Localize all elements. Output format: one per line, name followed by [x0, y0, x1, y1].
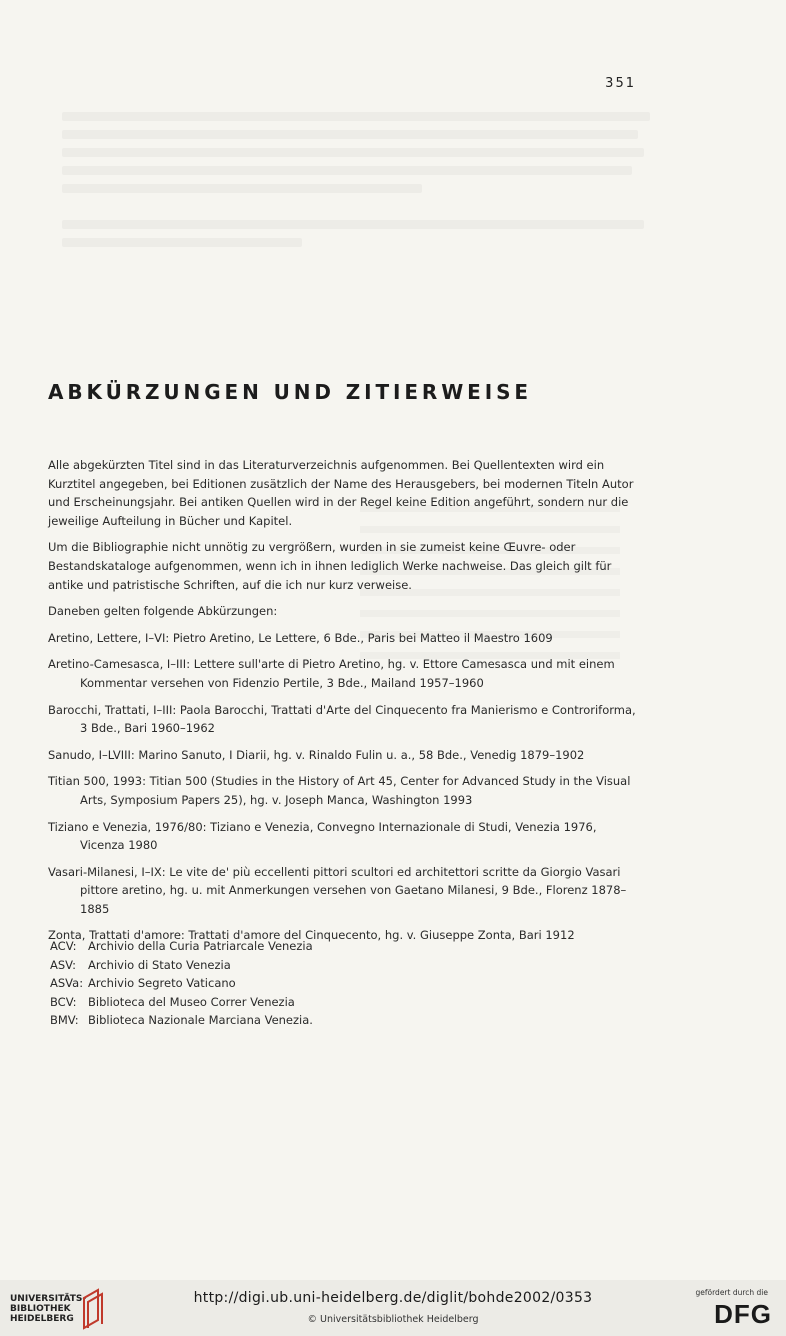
abbreviation-row — [50, 956, 313, 975]
abbreviation-key: ASV: — [50, 957, 76, 972]
page-title: ABKÜRZUNGEN UND ZITIERWEISE — [48, 380, 532, 404]
dfg-logo[interactable]: DFG — [714, 1299, 772, 1329]
reference-entry: Zonta, Trattati d'amore: Trattati d'amore del Cinquecento, hg. v. Giuseppe Zonta, Bari 1912 — [48, 928, 575, 943]
copyright-text: © Universitätsbibliothek Heidelberg — [307, 1314, 479, 1325]
reference-entry: Aretino-Camesasca, I–III: Lettere sull'arte di Pietro Aretino, hg. v. Ettore Camesasca und mit einem Kommentar versehen von Fidenzio Pertile, 3 Bde., Mailand 1957–1960 — [48, 657, 615, 690]
paragraph: Um die Bibliographie nicht unnötig zu vergrößern, wurden in sie zumeist keine Œuvre- oder Bestandskataloge aufgenommen, wenn ich in ihnen lediglich Werke nachweise. Das gleich gilt für antike und patristische Schriften, auf die ich nur kurz verweise. — [48, 540, 612, 592]
logo-line: BIBLIOTHEK — [10, 1304, 71, 1314]
abbreviation-key: BMV: — [50, 1013, 79, 1028]
funding-note: gefördert durch die — [695, 1288, 768, 1297]
abbreviation-value: Archivio della Curia Patriarcale Venezia — [88, 939, 313, 953]
abbreviation-value: Biblioteca Nazionale Marciana Venezia. — [88, 1013, 313, 1028]
abbreviation-row — [50, 993, 313, 1012]
reference-entry: Sanudo, I–LVIII: Marino Sanuto, I Diarii, hg. v. Rinaldo Fulin u. a., 58 Bde., Venedig 1879–1902 — [48, 747, 585, 762]
logo-line: UNIVERSITÄTS- — [10, 1294, 87, 1304]
logo-line: HEIDELBERG — [10, 1314, 74, 1324]
abbreviation-value: Archivio di Stato Venezia — [88, 957, 231, 972]
reference-entry: Barocchi, Trattati, I–III: Paola Barocchi, Trattati d'Arte del Cinquecento fra Manierismo e Controriforma, 3 Bde., Bari 1960–1962 — [48, 702, 636, 736]
permalink[interactable]: http://digi.ub.uni-heidelberg.de/diglit/bohde2002/0353 — [193, 1290, 593, 1306]
reference-entry: Titian 500, 1993: Titian 500 (Studies in the History of Art 45, Center for Advanced Study in the Visual Arts, Symposium Papers 25), hg. v. Joseph Manca, Washington 1993 — [48, 774, 631, 807]
abbreviation-key: BCV: — [50, 994, 77, 1009]
reference-entry: Tiziano e Venezia, 1976/80: Tiziano e Venezia, Convegno Internazionale di Studi, Venezia 1976, Vicenza 1980 — [48, 819, 597, 853]
footer-bar — [0, 1280, 786, 1336]
abbreviation-value: Biblioteca del Museo Correr Venezia — [88, 994, 295, 1009]
reference-entry: Vasari-Milanesi, I–IX: Le vite de' più eccellenti pittori scultori ed architettori scritte da Giorgio Vasari pittore aretino, hg. u. mit Anmerkungen versehen von Gaetano Milanesi, 9 Bde., Florenz 1878–1885 — [48, 864, 627, 916]
body-text — [48, 456, 638, 953]
abbreviation-value: Archivio Segreto Vaticano — [88, 976, 236, 991]
reference-list — [48, 629, 638, 945]
abbreviation-row — [50, 1011, 313, 1030]
abbreviation-list — [50, 937, 313, 1030]
abbreviation-row — [50, 974, 313, 993]
reference-entry: Aretino, Lettere, I–VI: Pietro Aretino, Le Lettere, 6 Bde., Paris bei Matteo il Maestro 1609 — [48, 630, 553, 645]
show-through-text — [62, 112, 662, 256]
abbreviation-key: ACV: — [50, 939, 77, 953]
abbreviation-row — [50, 937, 313, 956]
paragraph: Alle abgekürzten Titel sind in das Literaturverzeichnis aufgenommen. Bei Quellentexten wird ein Kurztitel angegeben, bei Editionen zusätzlich der Name des Herausgebers, bei modernen Titeln Autor und Erscheinungsjahr. Bei antiken Quellen wird in der Regel keine Edition angeführt, sondern nur die jeweilige Aufteilung in Bücher und Kapitel. — [48, 458, 634, 528]
page-number: 351 — [605, 76, 636, 91]
paragraph: Daneben gelten folgende Abkürzungen: — [48, 604, 278, 619]
abbreviation-key: ASVa: — [50, 976, 84, 991]
